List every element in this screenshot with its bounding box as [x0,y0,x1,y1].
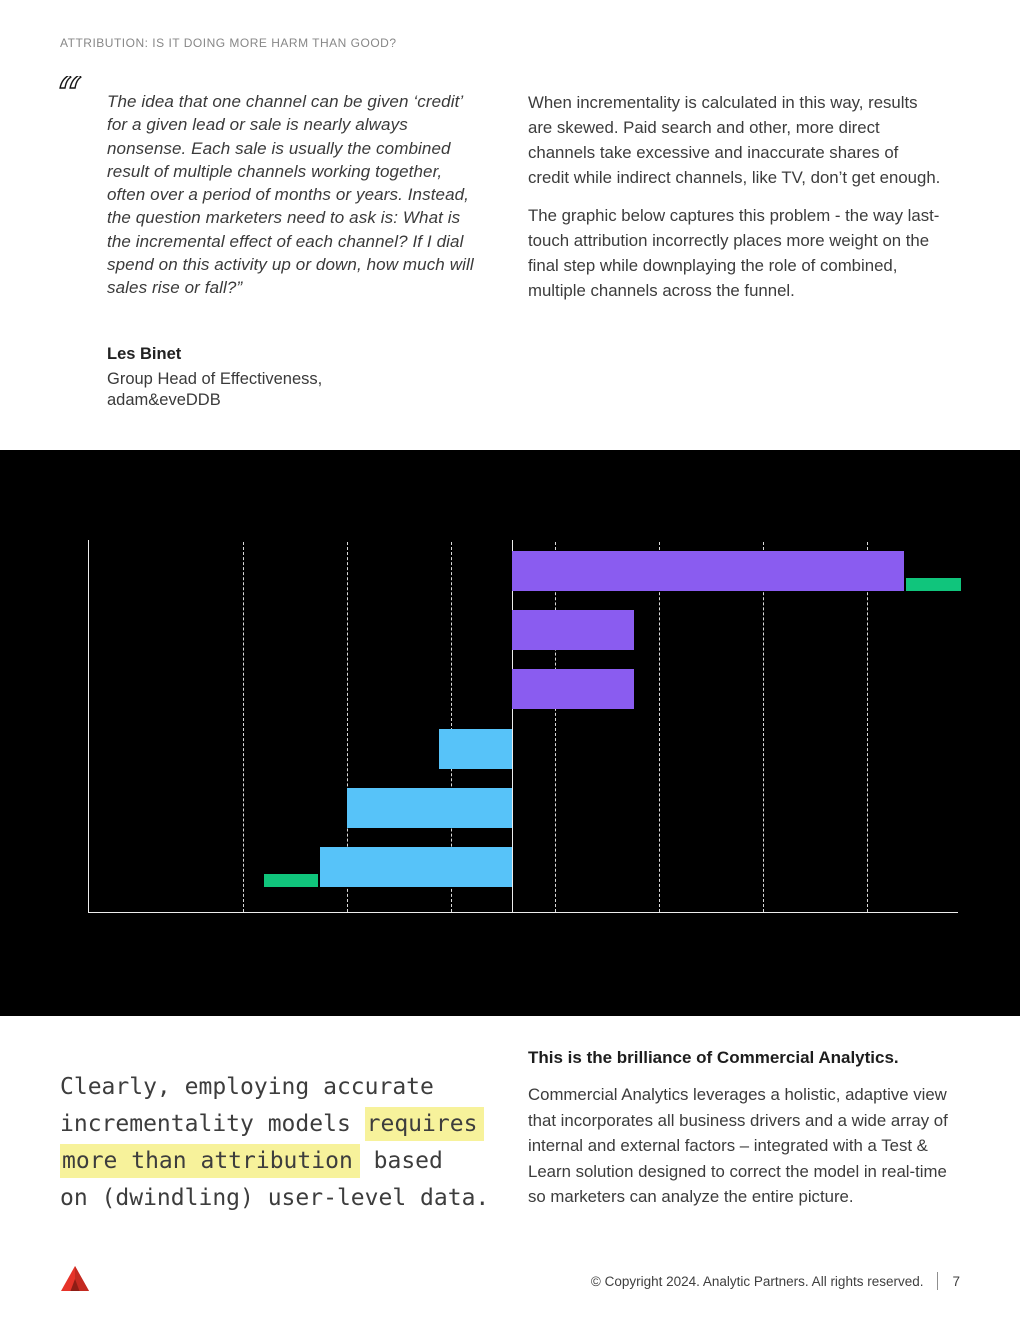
statement-line-4: on (dwindling) user-level data. [60,1185,490,1211]
chart-gridline [243,542,244,912]
chart-bar-2 [512,610,634,650]
statement-highlight-2: more than attribution [60,1144,360,1178]
pull-quote: The idea that one channel can be given ‘credit’ for a given lead or sale is nearly always nonsense. Each sale is usually the combined result of multiple channels working together, often over a period of months or years. Instead, the question marketers need to ask is: What is the incremental effect of each channel? If I dial spend on this activity up or down, how much will sales rise or fall?” [107,92,474,298]
chart-gridline [555,542,556,912]
chart-bar-6 [320,847,512,887]
quote-author-role: Group Head of Effectiveness, [107,369,323,388]
page-number: 7 [952,1273,960,1289]
chart-gridline [763,542,764,912]
statement-highlight-1: requires [365,1107,485,1141]
brilliance-heading: This is the brilliance of Commercial Analytics. [528,1048,899,1067]
chart-bar-6-green-marker [264,874,318,887]
double-quote-icon [56,76,110,123]
brilliance-body: Commercial Analytics leverages a holistic, adaptive view that incorporates all business drivers and a wide array of internal and external factors – integrated with a Test & Learn solution designed to correct the model in real-time so marketers can analyze the entire picture. [528,1085,948,1206]
statement-line-2: incrementality models [60,1111,365,1137]
chart-bar-3 [512,669,634,709]
statement [60,1069,540,1217]
chart-bar-4 [439,729,512,769]
intro-column [528,90,943,316]
quote-author-org: adam&eveDDB [107,391,221,409]
footer-divider [937,1272,938,1290]
quote-author-name: Les Binet [107,345,182,363]
chart-gridline [659,542,660,912]
statement-line-1: Clearly, employing accurate [60,1074,434,1100]
svg-text:“: “ [56,76,83,118]
page-footer [60,1266,960,1296]
intro-paragraph-1: When incrementality is calculated in this way, results are skewed. Paid search and other, more direct channels take excessive and inaccurate shares of credit while indirect channels, like TV, don’t get enough. [528,93,941,187]
brilliance-column [528,1048,966,1210]
quote-attribution [107,344,322,412]
chart-plot [88,540,958,913]
chart-zero-line [512,540,513,912]
page-eyebrow: ATTRIBUTION: IS IT DOING MORE HARM THAN GOOD? [60,36,397,50]
chart-gridline [867,542,868,912]
statement-line-3: based [359,1148,443,1174]
chart-bar-5 [347,788,512,828]
chart-bar-1 [512,551,904,591]
intro-paragraph-2: The graphic below captures this problem - the way last-touch attribution incorrectly places more weight on the final step while downplaying the role of combined, multiple channels across the funnel. [528,206,940,300]
analytic-partners-logo [60,1265,90,1297]
chart-bar-1-green-marker [906,578,961,591]
footer-meta [591,1272,960,1290]
copyright-text: © Copyright 2024. Analytic Partners. All rights reserved. [590,1273,924,1289]
funnel-attribution-chart [0,450,1020,1016]
